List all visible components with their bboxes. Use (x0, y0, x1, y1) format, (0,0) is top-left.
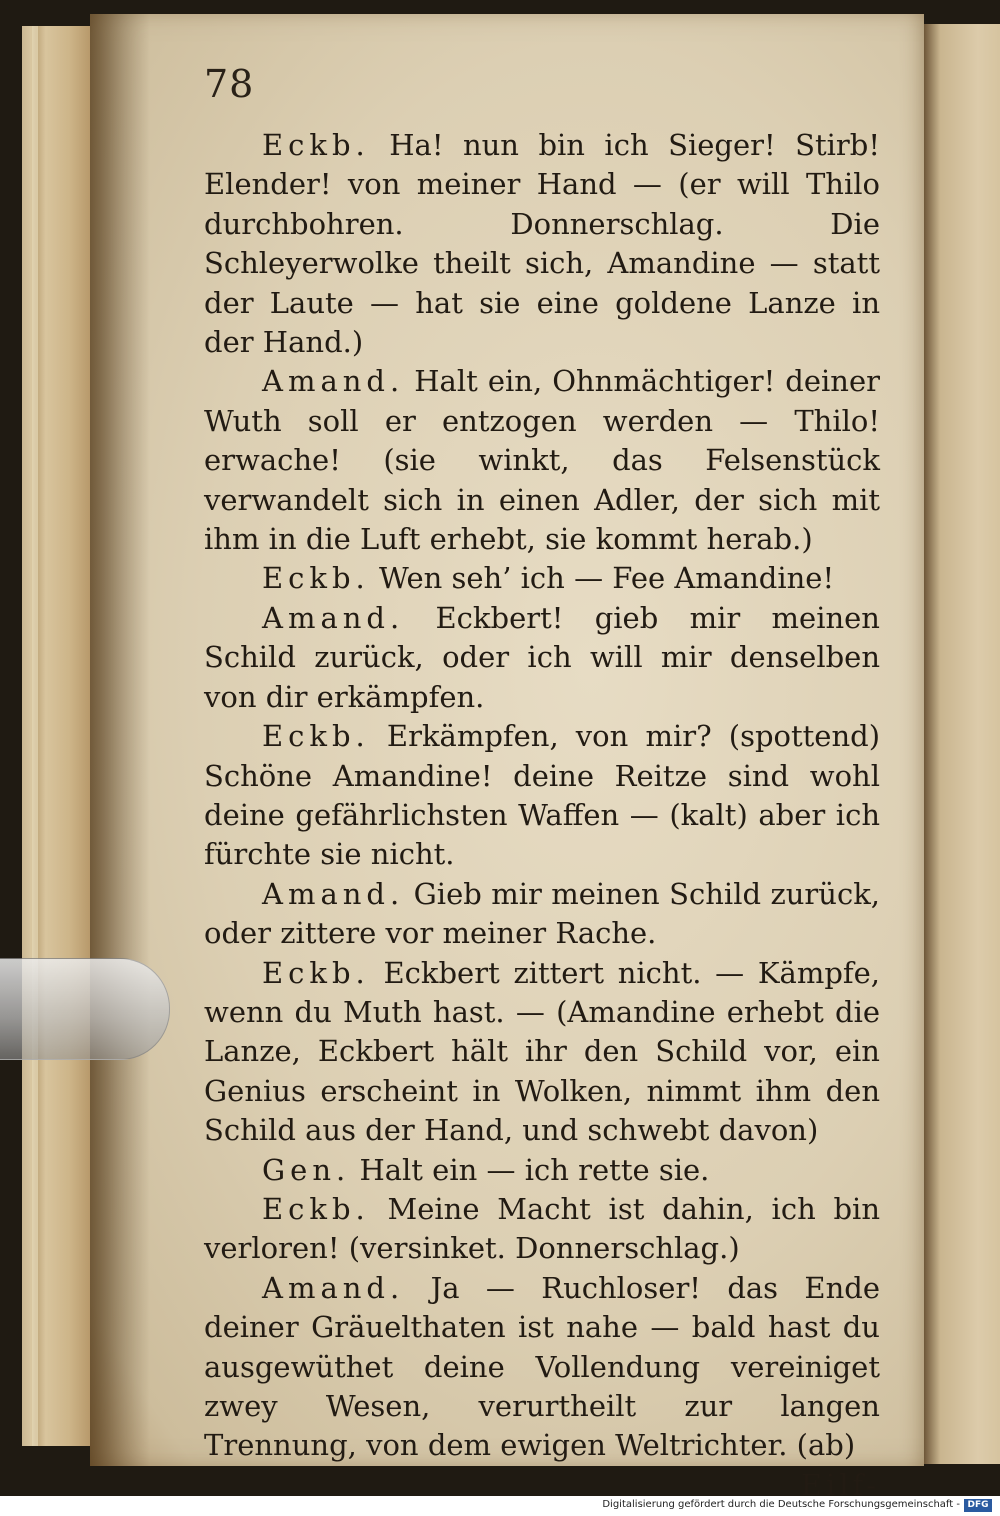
speaker: Eckb. (262, 1191, 370, 1226)
speaker: Amand. (262, 364, 405, 399)
catchword: Eilf- (800, 1467, 880, 1496)
speaker: Eckb. (262, 719, 370, 754)
speaker: Eckb. (262, 955, 370, 990)
speech: Eckbert! gieb mir meinen Schild zurück, oder ich will mir denselben von dir erkämpfen. (204, 600, 880, 714)
footer-bar (0, 1496, 1000, 1516)
speech: Eckbert zittert nicht. — Kämpfe, wenn du Muth hast. — (Amandine erhebt die Lanze, Eckbert hält ihr den Schild vor, ein Genius erscheint in Wolken, nimmt ihm den Schild aus der Hand, und schwebt davon) (204, 955, 881, 1148)
facing-page-edge (924, 24, 1000, 1464)
speech: Halt ein — ich rette sie. (359, 1152, 710, 1187)
speech: Ha! nun bin ich Sieger! Stirb! Elender! von meiner Hand — (er will Thilo durchbohren. Donnerschlag. Die Schleyerwolke theilt sich, Amandine — statt der Laute — hat sie eine goldene Lanze in der Hand.) (204, 128, 880, 360)
speaker: Amand. (262, 600, 405, 635)
paragraph (204, 954, 880, 1151)
page-number: 78 (204, 62, 255, 106)
dfg-logo: DFG (964, 1499, 992, 1512)
gutter-shadow (90, 14, 150, 1466)
funding-credit: Digitalisierung gefördert durch die Deutsche Forschungsgemeinschaft - (602, 1499, 960, 1510)
speech: Wen seh’ ich — Fee Amandine! (379, 561, 835, 596)
paragraph (204, 1269, 881, 1496)
speech: Ja — Ruchloser! das Ende deiner Gräuelthaten ist nahe — bald hast du ausgewüthet deine Vollendung vereiniget zwey Wesen, verurtheilt zur langen Trennung, von dem ewigen Weltrichter. (ab) (204, 1270, 881, 1463)
speech: Gieb mir meinen Schild zurück, oder zittere vor meiner Rache. (204, 876, 880, 951)
speech: Halt ein, Ohnmächtiger! deiner Wuth soll er entzogen werden — Thilo! erwache! (sie winkt, das Felsenstück verwandelt sich in einen Adler, der sich mit ihm in die Luft erhebt, sie kommt herab.) (204, 364, 880, 557)
paragraph (204, 1190, 880, 1269)
speaker: Amand. (262, 1270, 405, 1305)
speech: Erkämpfen, von mir? (spottend) Schöne Amandine! deine Reitze sind wohl deine gefährlichsten Waffen — (kalt) aber ich fürchte sie nicht. (204, 719, 881, 872)
speaker: Amand. (262, 876, 405, 911)
paragraph (204, 875, 880, 954)
page-clip (0, 958, 170, 1060)
paragraph (204, 362, 880, 559)
paragraph (204, 599, 880, 717)
paragraph (204, 559, 880, 598)
page-text (204, 126, 880, 1496)
speaker: Gen. (262, 1152, 351, 1187)
paragraph (204, 717, 880, 875)
speaker: Eckb. (262, 128, 370, 162)
paragraph (204, 126, 880, 362)
speech: Meine Macht ist dahin, ich bin verloren! (versinket. Donnerschlag.) (204, 1191, 881, 1266)
paragraph (204, 1151, 880, 1190)
speaker: Eckb. (262, 561, 370, 596)
